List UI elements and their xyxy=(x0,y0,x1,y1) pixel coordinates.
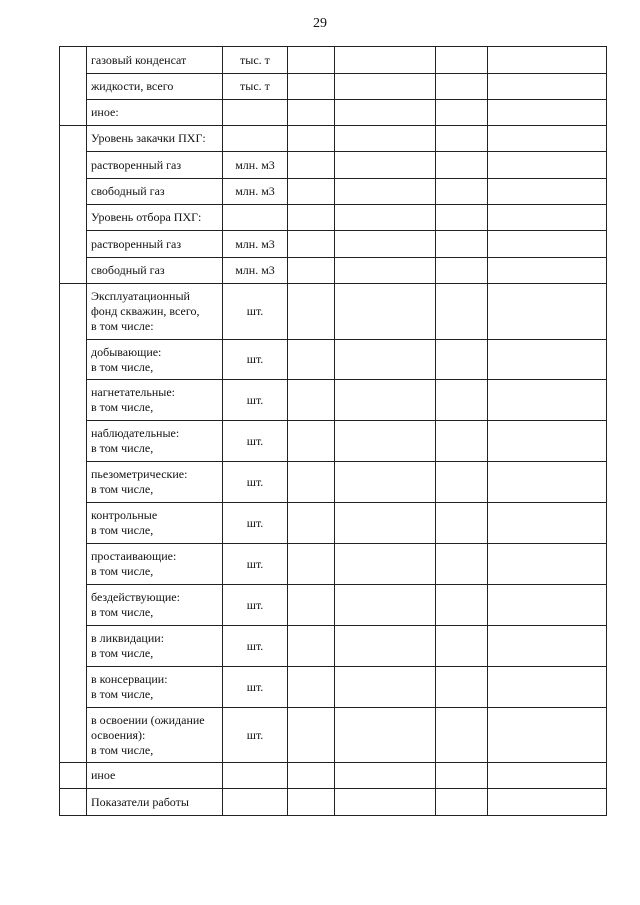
table-row xyxy=(60,667,607,708)
value-cell xyxy=(488,789,607,816)
table-row xyxy=(60,179,607,205)
index-cell xyxy=(60,763,87,789)
index-cell xyxy=(60,626,87,667)
value-cell xyxy=(335,126,436,152)
value-cell xyxy=(288,231,335,258)
value-cell xyxy=(436,421,488,462)
index-cell xyxy=(60,544,87,585)
row-unit: шт. xyxy=(223,462,288,503)
value-cell xyxy=(436,340,488,380)
row-unit: млн. м3 xyxy=(223,231,288,258)
value-cell xyxy=(488,503,607,544)
value-cell xyxy=(488,667,607,708)
value-cell xyxy=(488,126,607,152)
value-cell xyxy=(488,100,607,126)
value-cell xyxy=(335,205,436,231)
value-cell xyxy=(436,231,488,258)
row-label: свободный газ xyxy=(87,179,223,205)
index-cell xyxy=(60,421,87,462)
value-cell xyxy=(436,74,488,100)
table-row xyxy=(60,47,607,74)
table-row xyxy=(60,626,607,667)
value-cell xyxy=(488,74,607,100)
row-label: иное xyxy=(87,763,223,789)
value-cell xyxy=(436,544,488,585)
value-cell xyxy=(288,205,335,231)
row-unit: шт. xyxy=(223,340,288,380)
value-cell xyxy=(335,503,436,544)
value-cell xyxy=(488,708,607,763)
value-cell xyxy=(288,708,335,763)
row-unit: шт. xyxy=(223,585,288,626)
index-cell xyxy=(60,503,87,544)
value-cell xyxy=(335,708,436,763)
table-row xyxy=(60,708,607,763)
index-cell xyxy=(60,667,87,708)
table-row xyxy=(60,380,607,421)
value-cell xyxy=(288,544,335,585)
index-cell xyxy=(60,47,87,74)
value-cell xyxy=(436,462,488,503)
table-row xyxy=(60,789,607,816)
row-unit: шт. xyxy=(223,667,288,708)
value-cell xyxy=(436,763,488,789)
table-row xyxy=(60,585,607,626)
table-row xyxy=(60,503,607,544)
value-cell xyxy=(335,626,436,667)
row-unit: млн. м3 xyxy=(223,152,288,179)
row-label: нагнетательные: в том числе, xyxy=(87,380,223,421)
value-cell xyxy=(288,585,335,626)
value-cell xyxy=(488,626,607,667)
value-cell xyxy=(288,421,335,462)
value-cell xyxy=(436,179,488,205)
table-row xyxy=(60,421,607,462)
value-cell xyxy=(488,47,607,74)
row-unit: шт. xyxy=(223,708,288,763)
index-cell xyxy=(60,231,87,258)
row-label: простаивающие: в том числе, xyxy=(87,544,223,585)
value-cell xyxy=(436,152,488,179)
row-unit: шт. xyxy=(223,284,288,340)
row-label: свободный газ xyxy=(87,258,223,284)
value-cell xyxy=(335,380,436,421)
row-label: растворенный газ xyxy=(87,152,223,179)
value-cell xyxy=(335,340,436,380)
table-row xyxy=(60,462,607,503)
value-cell xyxy=(436,380,488,421)
row-label: газовый конденсат xyxy=(87,47,223,74)
value-cell xyxy=(335,258,436,284)
value-cell xyxy=(335,179,436,205)
value-cell xyxy=(488,179,607,205)
value-cell xyxy=(488,421,607,462)
row-label: Показатели работы xyxy=(87,789,223,816)
value-cell xyxy=(488,544,607,585)
value-cell xyxy=(488,462,607,503)
row-label: пьезометрические: в том числе, xyxy=(87,462,223,503)
row-label: в освоении (ожидание освоения): в том числе, xyxy=(87,708,223,763)
index-cell xyxy=(60,126,87,152)
value-cell xyxy=(436,789,488,816)
value-cell xyxy=(335,231,436,258)
row-label: в ликвидации: в том числе, xyxy=(87,626,223,667)
table-row xyxy=(60,763,607,789)
value-cell xyxy=(288,100,335,126)
value-cell xyxy=(288,258,335,284)
value-cell xyxy=(488,205,607,231)
row-unit: млн. м3 xyxy=(223,258,288,284)
table-row xyxy=(60,231,607,258)
index-cell xyxy=(60,340,87,380)
value-cell xyxy=(335,544,436,585)
value-cell xyxy=(288,667,335,708)
index-cell xyxy=(60,380,87,421)
value-cell xyxy=(436,284,488,340)
value-cell xyxy=(335,763,436,789)
value-cell xyxy=(436,47,488,74)
value-cell xyxy=(288,503,335,544)
value-cell xyxy=(436,258,488,284)
row-unit: тыс. т xyxy=(223,74,288,100)
row-label: контрольные в том числе, xyxy=(87,503,223,544)
value-cell xyxy=(335,585,436,626)
index-cell xyxy=(60,789,87,816)
table-row xyxy=(60,205,607,231)
table-row xyxy=(60,258,607,284)
value-cell xyxy=(488,152,607,179)
row-label: Эксплуатационный фонд скважин, всего, в том числе: xyxy=(87,284,223,340)
row-unit xyxy=(223,205,288,231)
table-row xyxy=(60,544,607,585)
row-unit: шт. xyxy=(223,380,288,421)
index-cell xyxy=(60,708,87,763)
value-cell xyxy=(335,789,436,816)
index-cell xyxy=(60,258,87,284)
index-cell xyxy=(60,205,87,231)
row-unit xyxy=(223,126,288,152)
value-cell xyxy=(288,626,335,667)
value-cell xyxy=(488,585,607,626)
value-cell xyxy=(288,340,335,380)
value-cell xyxy=(488,763,607,789)
row-unit: млн. м3 xyxy=(223,179,288,205)
row-label: растворенный газ xyxy=(87,231,223,258)
value-cell xyxy=(488,284,607,340)
index-cell xyxy=(60,179,87,205)
value-cell xyxy=(335,100,436,126)
value-cell xyxy=(288,179,335,205)
value-cell xyxy=(335,47,436,74)
value-cell xyxy=(335,152,436,179)
value-cell xyxy=(335,462,436,503)
value-cell xyxy=(288,152,335,179)
value-cell xyxy=(288,380,335,421)
index-cell xyxy=(60,585,87,626)
row-label: иное: xyxy=(87,100,223,126)
page-number: 29 xyxy=(313,16,327,31)
value-cell xyxy=(288,74,335,100)
value-cell xyxy=(335,284,436,340)
row-unit xyxy=(223,100,288,126)
value-cell xyxy=(436,503,488,544)
value-cell xyxy=(436,100,488,126)
row-label: Уровень закачки ПХГ: xyxy=(87,126,223,152)
value-cell xyxy=(288,763,335,789)
table-row xyxy=(60,74,607,100)
table-row xyxy=(60,340,607,380)
row-unit xyxy=(223,789,288,816)
row-unit xyxy=(223,763,288,789)
value-cell xyxy=(436,126,488,152)
row-unit: шт. xyxy=(223,544,288,585)
row-unit: шт. xyxy=(223,503,288,544)
row-unit: тыс. т xyxy=(223,47,288,74)
table-row xyxy=(60,126,607,152)
value-cell xyxy=(436,585,488,626)
indicators-table xyxy=(59,46,607,816)
value-cell xyxy=(436,667,488,708)
value-cell xyxy=(488,231,607,258)
row-label: жидкости, всего xyxy=(87,74,223,100)
row-label: наблюдательные: в том числе, xyxy=(87,421,223,462)
table-row xyxy=(60,284,607,340)
value-cell xyxy=(335,667,436,708)
index-cell xyxy=(60,462,87,503)
value-cell xyxy=(436,205,488,231)
row-label: в консервации: в том числе, xyxy=(87,667,223,708)
row-label: Уровень отбора ПХГ: xyxy=(87,205,223,231)
row-label: бездействующие: в том числе, xyxy=(87,585,223,626)
value-cell xyxy=(288,284,335,340)
row-unit: шт. xyxy=(223,421,288,462)
index-cell xyxy=(60,152,87,179)
table-row xyxy=(60,100,607,126)
row-unit: шт. xyxy=(223,626,288,667)
value-cell xyxy=(288,47,335,74)
value-cell xyxy=(488,380,607,421)
index-cell xyxy=(60,100,87,126)
value-cell xyxy=(335,421,436,462)
index-cell xyxy=(60,284,87,340)
value-cell xyxy=(488,340,607,380)
value-cell xyxy=(436,708,488,763)
value-cell xyxy=(335,74,436,100)
value-cell xyxy=(488,258,607,284)
value-cell xyxy=(288,462,335,503)
value-cell xyxy=(288,126,335,152)
value-cell xyxy=(288,789,335,816)
value-cell xyxy=(436,626,488,667)
table-row xyxy=(60,152,607,179)
index-cell xyxy=(60,74,87,100)
row-label: добывающие: в том числе, xyxy=(87,340,223,380)
